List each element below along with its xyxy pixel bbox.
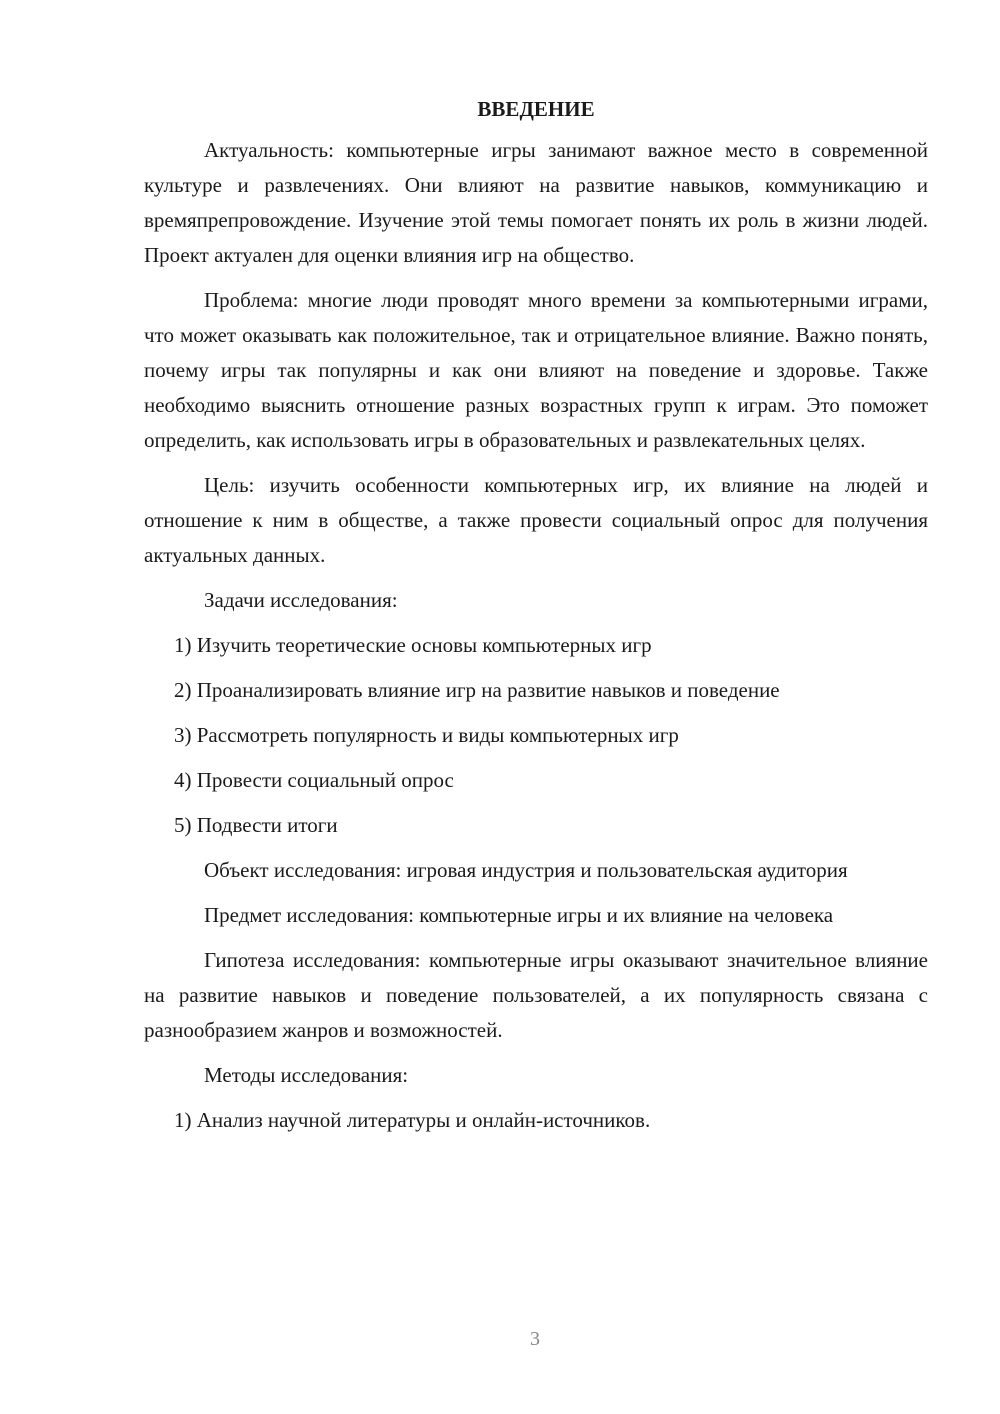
task-item: 4) Провести социальный опрос: [174, 768, 454, 792]
document-page: [144, 92, 928, 1148]
page-number: 3: [530, 1328, 540, 1350]
goal-paragraph: Цель: изучить особенности компьютерных игр, их влияние на людей и отношение к ним в обществе, а также провести социальный опрос для получения актуальных данных.: [144, 473, 928, 567]
object-paragraph: Объект исследования: игровая индустрия и пользовательская аудитория: [204, 858, 848, 882]
tasks-heading: Задачи исследования:: [204, 588, 398, 612]
methods-heading: Методы исследования:: [204, 1063, 409, 1087]
problem-paragraph: Проблема: многие люди проводят много времени за компьютерными играми, что может оказывать как положительное, так и отрицательное влияние. Важно понять, почему игры так популярны и как они влияют на поведение и здоровье. Также необходимо выяснить отношение разных возрастных групп к играм. Это поможет определить, как использовать игры в образовательных и развлекательных целях.: [144, 288, 928, 452]
task-item: 5) Подвести итоги: [174, 813, 338, 837]
method-item: 1) Анализ научной литературы и онлайн-источников.: [174, 1108, 651, 1132]
subject-paragraph: Предмет исследования: компьютерные игры и их влияние на человека: [204, 903, 834, 927]
relevance-paragraph: Актуальность: компьютерные игры занимают важное место в современной культуре и развлечениях. Они влияют на развитие навыков, коммуникацию и времяпрепровождение. Изучение этой темы помогает понять их роль в жизни людей. Проект актуален для оценки влияния игр на общество.: [144, 138, 928, 267]
page-title: ВВЕДЕНИЕ: [477, 97, 595, 121]
task-item: 3) Рассмотреть популярность и виды компьютерных игр: [174, 723, 679, 747]
task-item: 1) Изучить теоретические основы компьютерных игр: [174, 633, 652, 657]
task-item: 2) Проанализировать влияние игр на развитие навыков и поведение: [174, 678, 780, 702]
hypothesis-paragraph: Гипотеза исследования: компьютерные игры оказывают значительное влияние на развитие навыков и поведение пользователей, а их популярность связана с разнообразием жанров и возможностей.: [144, 948, 928, 1042]
